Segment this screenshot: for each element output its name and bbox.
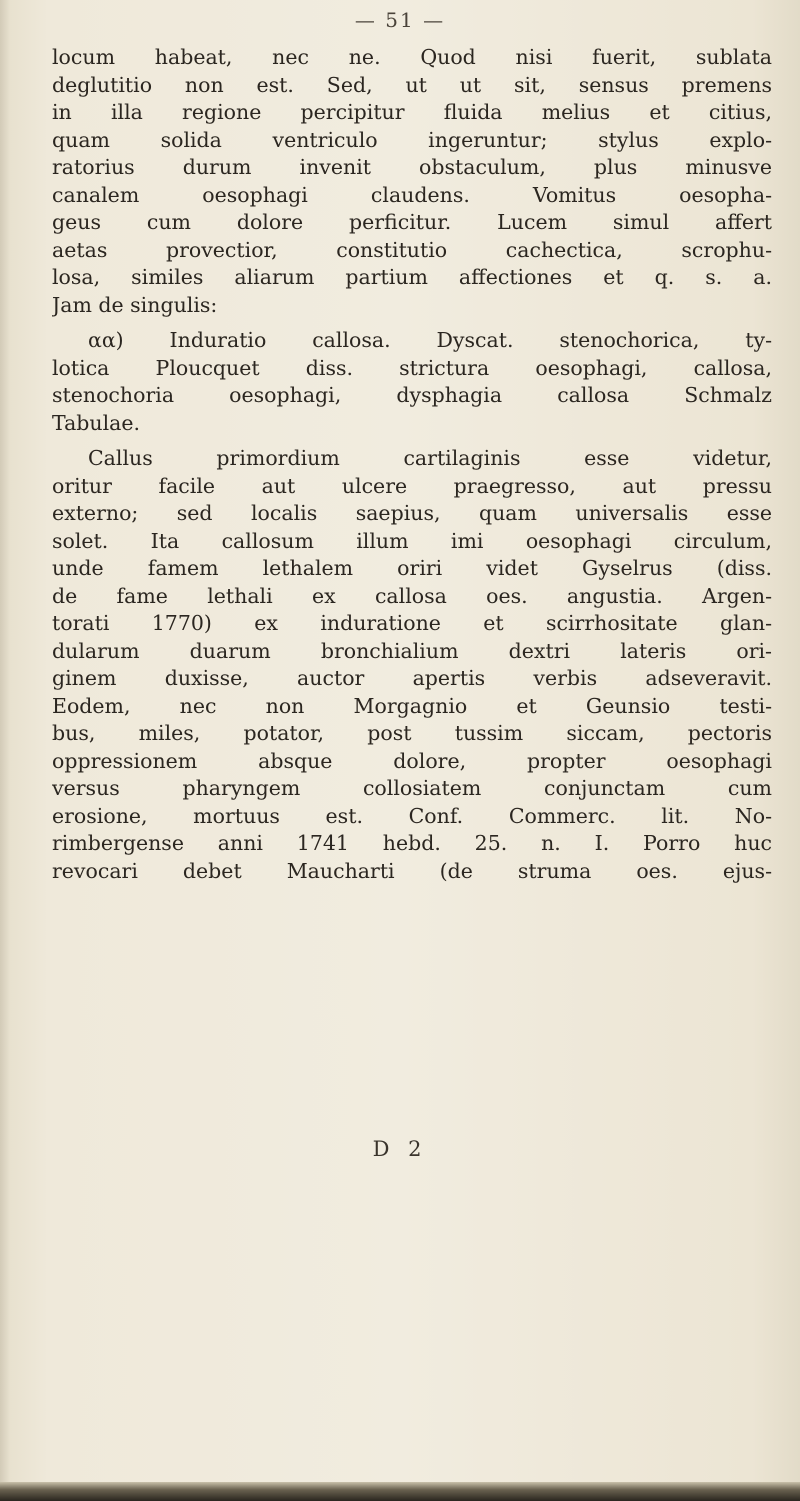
text-line: Eodem, nec non Morgagnio et Geunsio testi- xyxy=(52,693,772,718)
text-line: locum habeat, nec ne. Quod nisi fuerit, sublata xyxy=(52,45,772,69)
text-line: ratorius durum invenit obstaculum, plus minusve xyxy=(52,155,772,179)
text-line: stenochoria oesophagi, dysphagia callosa Schmalz xyxy=(52,383,772,407)
text-line: Tabulae. xyxy=(52,410,141,435)
paragraph-3 xyxy=(52,445,772,885)
paragraph-2 xyxy=(52,327,772,437)
text-line: aetas provectior, constitutio cachectica, scrophu- xyxy=(52,237,772,262)
text-line: versus pharyngem collosiatem conjunctam cum xyxy=(52,776,772,800)
text-line: unde famem lethalem oriri videt Gyselrus (diss. xyxy=(52,556,772,580)
text-line: ginem duxisse, auctor apertis verbis adseveravit. xyxy=(52,666,772,690)
text-line: oritur facile aut ulcere praegresso, aut pressu xyxy=(52,473,772,498)
body-text xyxy=(52,44,772,885)
paragraph-1 xyxy=(52,44,772,319)
text-line: losa, similes aliarum partium affectiones et q. s. a. xyxy=(52,265,772,289)
text-line: erosione, mortuus est. Conf. Commerc. lit. No- xyxy=(52,803,772,828)
text-line: de fame lethali ex callosa oes. angustia. Argen- xyxy=(52,583,772,608)
text-line: rimbergense anni 1741 hebd. 25. n. I. Porro huc xyxy=(52,831,772,855)
page-gutter-shadow xyxy=(0,0,10,1501)
signature-mark: D 2 xyxy=(372,1137,428,1161)
text-line: quam solida ventriculo ingeruntur; stylus explo- xyxy=(52,127,772,152)
text-line: torati 1770) ex induratione et scirrhositate glan- xyxy=(52,611,772,635)
text-line: bus, miles, potator, post tussim siccam, pectoris xyxy=(52,721,772,745)
text-line: canalem oesophagi claudens. Vomitus oesopha- xyxy=(52,182,772,207)
text-line: revocari debet Maucharti (de struma oes. ejus- xyxy=(52,858,772,883)
text-line: externo; sed localis saepius, quam universalis esse xyxy=(52,501,772,525)
text-line: solet. Ita callosum illum imi oesophagi circulum, xyxy=(52,528,772,553)
text-line: αα) Induratio callosa. Dyscat. stenochorica, ty- xyxy=(88,328,772,352)
text-line: in illa regione percipitur fluida melius et citius, xyxy=(52,100,772,124)
text-line: geus cum dolore perficitur. Lucem simul affert xyxy=(52,210,772,234)
text-line: Jam de singulis: xyxy=(52,292,218,317)
text-line: oppressionem absque dolore, propter oesophagi xyxy=(52,748,772,773)
page-number: — 51 — xyxy=(354,8,446,32)
text-line: Callus primordium cartilaginis esse videtur, xyxy=(88,446,772,470)
page-bottom-edge xyxy=(0,1482,800,1501)
text-line: dularum duarum bronchialium dextri lateris ori- xyxy=(52,638,772,663)
text-line: lotica Ploucquet diss. strictura oesophagi, callosa, xyxy=(52,355,772,380)
text-line: deglutitio non est. Sed, ut ut sit, sensus premens xyxy=(52,72,772,97)
